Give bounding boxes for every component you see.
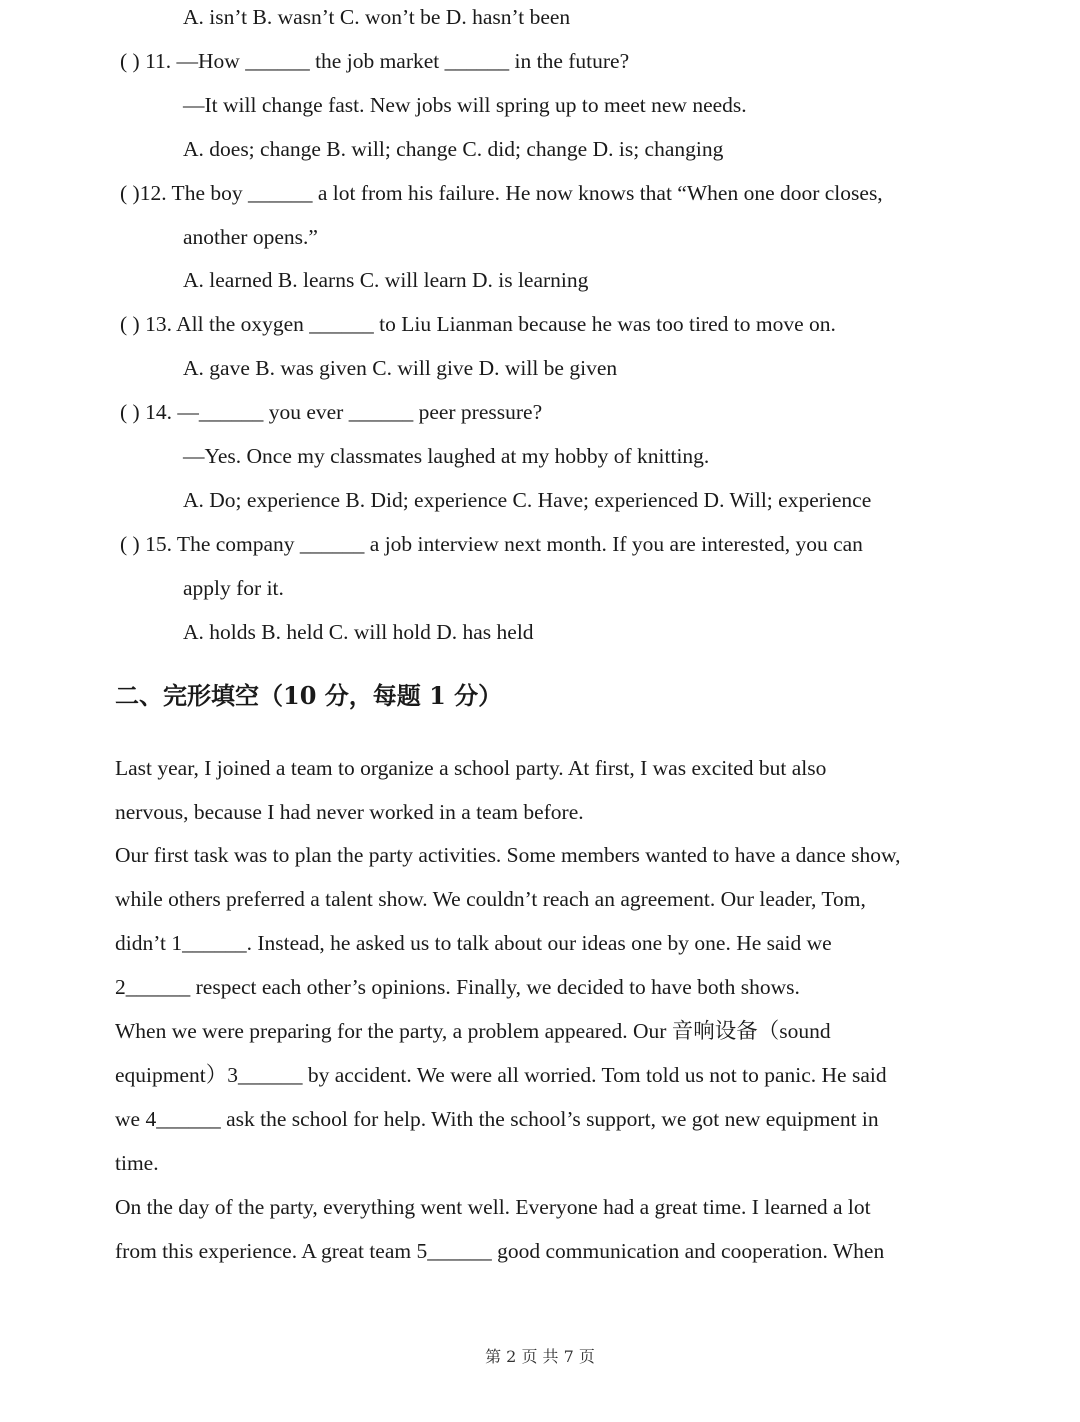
passage-line: equipment）3______ by accident. We were all worried. Tom told us not to panic. He said bbox=[115, 1063, 887, 1087]
passage-line: When we were preparing for the party, a problem appeared. Our 音响设备（sound bbox=[115, 1019, 831, 1043]
passage-line: nervous, because I had never worked in a team before. bbox=[115, 800, 584, 824]
q11-dialogue: —It will change fast. New jobs will spring up to meet new needs. bbox=[183, 93, 747, 117]
q14-options: A. Do; experience B. Did; experience C. Have; experienced D. Will; experience bbox=[183, 488, 872, 512]
page-number: 第 2 页 共 7 页 bbox=[485, 1347, 595, 1366]
passage-line: didn’t 1______. Instead, he asked us to talk about our ideas one by one. He said we bbox=[115, 931, 832, 955]
q12-options: A. learned B. learns C. will learn D. is learning bbox=[183, 268, 589, 292]
q10-options: A. isn’t B. wasn’t C. won’t be D. hasn’t been bbox=[183, 5, 571, 29]
passage-line: from this experience. A great team 5______ good communication and cooperation. When bbox=[115, 1239, 885, 1263]
q11-question: ( ) 11. —How ______ the job market ______ in the future? bbox=[120, 49, 630, 73]
q15-question: ( ) 15. The company ______ a job interview next month. If you are interested, you can bbox=[120, 532, 863, 556]
q15-options: A. holds B. held C. will hold D. has held bbox=[183, 620, 534, 644]
q13-options: A. gave B. was given C. will give D. will be given bbox=[183, 356, 618, 380]
passage-line: we 4______ ask the school for help. With the school’s support, we got new equipment in bbox=[115, 1107, 879, 1131]
passage-line: 2______ respect each other’s opinions. Finally, we decided to have both shows. bbox=[115, 975, 800, 999]
q12-question: ( )12. The boy ______ a lot from his failure. He now knows that “When one door closes, bbox=[120, 181, 883, 205]
q12-question-cont: another opens.” bbox=[183, 225, 318, 249]
passage-line: Our first task was to plan the party activities. Some members wanted to have a dance show, bbox=[115, 843, 901, 867]
passage-line: time. bbox=[115, 1151, 159, 1175]
passage-line: On the day of the party, everything went well. Everyone had a great time. I learned a lot bbox=[115, 1195, 871, 1219]
q13-question: ( ) 13. All the oxygen ______ to Liu Lianman because he was too tired to move on. bbox=[120, 312, 836, 336]
q14-question: ( ) 14. —______ you ever ______ peer pressure? bbox=[120, 400, 543, 424]
passage-line: Last year, I joined a team to organize a school party. At first, I was excited but also bbox=[115, 756, 827, 780]
q14-dialogue: —Yes. Once my classmates laughed at my hobby of knitting. bbox=[183, 444, 710, 468]
section-heading: 二、完形填空（10 分，每题 1 分） bbox=[115, 681, 503, 710]
q15-question-cont: apply for it. bbox=[183, 576, 284, 600]
q11-options: A. does; change B. will; change C. did; change D. is; changing bbox=[183, 137, 724, 161]
passage-line: while others preferred a talent show. We couldn’t reach an agreement. Our leader, Tom, bbox=[115, 887, 866, 911]
